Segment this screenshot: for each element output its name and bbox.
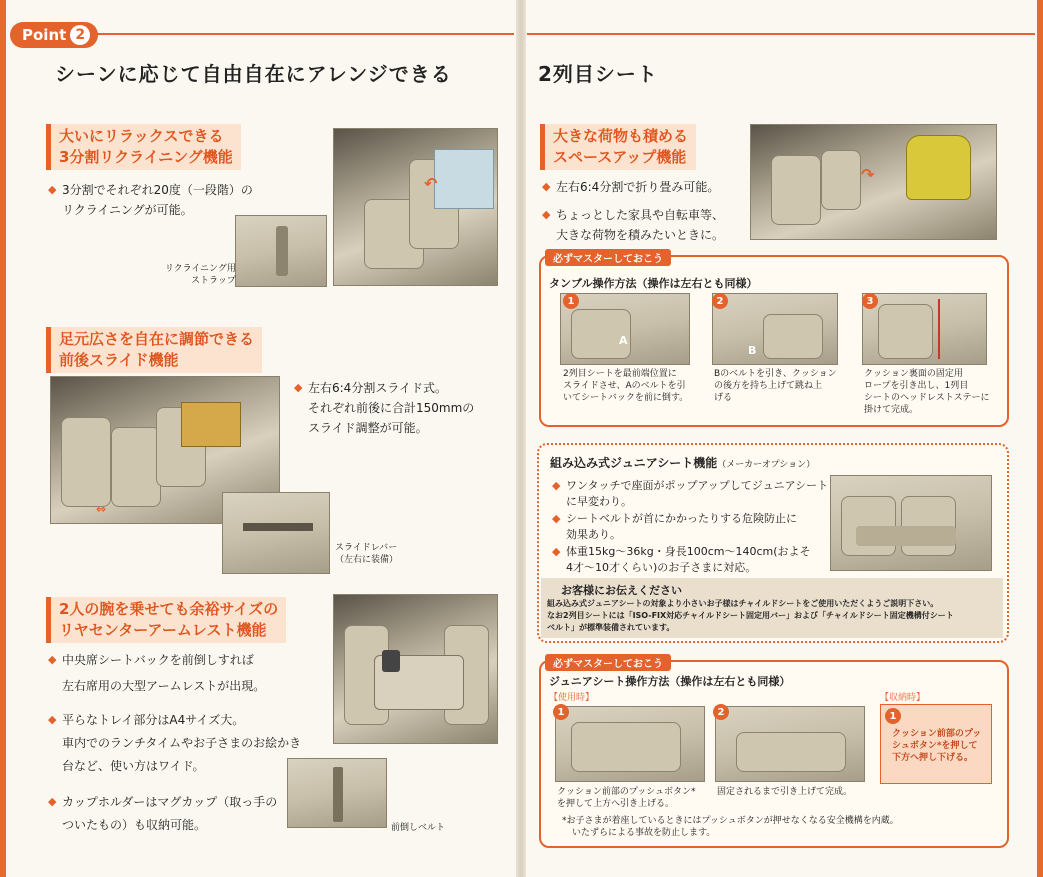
label-a: A [619,334,628,347]
bullet-cargo [556,205,724,245]
bullet-line: それぞれ前後に合計150mmの [308,401,475,415]
tumble-step1-text [563,368,688,404]
bullet-line: ◆ 左右6:4分割スライド式。 [308,381,447,395]
step-line: 下方へ押し下げる。 [892,753,974,763]
junior-step1-text [557,786,696,810]
junior-step1-photo [555,706,705,782]
step-line: いてシートバックを前に倒す。 [563,393,689,403]
bullet-line: ついたもの）も収納可能。 [62,818,207,832]
bullet-line: 車内でのランチタイムやお子さまのお絵かき [62,736,302,750]
step-number: 1 [553,704,569,720]
step-line: クッション前部のプッシュボタン* [557,787,696,797]
heading-line: 3分割リクライニング機能 [59,148,233,166]
bullet-junior-1 [566,478,828,510]
master-tag: 必ずマスターしておこう [545,654,671,671]
store-label: 【収納時】 [880,693,926,703]
bullet-line: 効果あり。 [566,528,621,541]
step-line: シュボタン*を押して [892,741,978,751]
tumble-step3-text [864,368,989,416]
bullet-line: リクライニングが可能。 [62,203,193,217]
junior-title: 組み込み式ジュニアシート機能 [550,456,718,470]
tumble-step2-photo [712,293,838,365]
step-line: クッション前部のプッ [892,729,982,739]
heading-line: 大いにリラックスできる [59,127,224,145]
section-heading-slide [46,327,262,373]
customer-notice [541,578,1003,638]
bullet-line: 左右席用の大型アームレストが出現。 [62,679,266,693]
step-line: げる [714,393,733,403]
strap-photo [235,215,327,287]
bullet-armrest-2 [62,710,301,776]
bullet-fold: ◆ 左右6:4分割で折り畳み可能。 [556,177,719,197]
step-line: の後方を持ち上げて跳ね上 [714,381,823,391]
tumble-heading: タンブル操作方法（操作は左右とも同様） [549,277,758,290]
step-line: スライドさせ、Aのベルトを引 [563,381,686,391]
label-b: B [748,344,757,357]
bullet-line: ◆ ワンタッチで座面がポップアップしてジュニアシート [566,479,829,492]
bullet-armrest-1 [62,650,265,696]
maker-option: （メーカーオプション） [717,460,816,470]
bullet-line: 台など、使い方はワイド。 [62,759,205,773]
cargo-photo [750,124,997,240]
heading-line: スペースアップ機能 [553,148,687,166]
bullet-armrest-3 [62,792,277,835]
master-tag: 必ずマスターしておこう [545,249,671,266]
junior-heading [550,454,815,471]
bullet-recline [62,180,253,220]
slide-lever-photo [222,492,330,574]
page-title: シーンに応じて自由自在にアレンジできる [55,62,452,86]
junior-step2-text: 固定されるまで引き上げて完成。 [717,787,853,797]
junior-step2-photo [715,706,865,782]
section-heading-armrest [46,597,286,643]
arrow-icon: ↶ [424,174,438,193]
step-line: シートのヘッドレストステーに [864,393,990,403]
step-number: 1 [885,708,901,724]
safety-footnote [562,815,899,839]
notice-line: 組み込み式ジュニアシートの対象より小さいお子様はチャイルドシートをご使用いただくようご説明下さい。 [547,599,939,608]
bullet-line: ◆ 中央席シートバックを前倒しすれば [62,653,254,667]
section-heading-spaceup [540,124,696,170]
step-number: 2 [712,293,728,309]
strap-caption [163,263,236,287]
footnote-line: いたずらによる事故を防止します。 [572,828,716,838]
step-number: 3 [862,293,878,309]
bullet-line: ◆ カップホルダーはマグカップ（取っ手の [62,795,278,809]
bullet-line: ◆ 平らなトレイ部分はA4サイズ大。 [62,713,245,727]
step-line: ロープを引き出し、1列目 [864,381,969,391]
tumble-step3-photo [862,293,987,365]
point-number: 2 [70,25,90,45]
bullet-line: スライド調整が可能。 [308,421,428,435]
tumble-step1-photo [560,293,690,365]
caption-line: （左右に装備） [335,555,399,565]
store-step-text [892,728,981,764]
point-label: Point [22,26,67,44]
step-line: Bのベルトを引き、クッション [714,369,837,379]
recline-seat-photo [333,128,498,286]
belt-caption: 前倒しベルト [391,823,446,833]
bullet-line: ◆ 3分割でそれぞれ20度（一段階）の [62,183,253,197]
book-gutter [516,0,526,877]
point-badge [10,22,98,48]
caption-line: スライドレバー [335,543,398,553]
step-line: 掛けて完成。 [864,405,919,415]
bullet-line: に早変わり。 [566,495,632,508]
bullet-line: ◆ シートベルトが首にかかったりする危険防止に [566,512,797,525]
bullet-junior-3 [566,544,811,576]
junior-op-heading: ジュニアシート操作方法（操作は左右とも同様） [549,675,791,688]
step-line: 2列目シートを最前端位置に [563,369,677,379]
armrest-photo [333,594,498,744]
caption-line: ストラップ [191,276,236,286]
heading-line: 前後スライド機能 [59,351,179,369]
header-rule-right [527,33,1035,35]
step-line: クッション裏面の固定用 [864,369,963,379]
belt-photo [287,758,387,828]
slide-arrow-icon: ⇔ [96,502,107,516]
step-number: 2 [713,704,729,720]
footnote-line: *お子さまが着座しているときにはプッシュボタンが押せなくなる安全機構を内蔵。 [562,816,899,826]
bullet-slide [308,378,474,438]
section-heading-recline [46,124,241,170]
caption-line: リクライニング用 [164,264,236,274]
notice-line: ベルト」が標準装備されています。 [547,623,675,632]
heading-line: 2人の腕を乗せても余裕サイズの [59,600,279,618]
notice-title: お客様にお伝えください [561,584,682,597]
heading-line: 大きな荷物も積める [553,127,689,145]
step-line: を押して上方へ引き上げる。 [557,799,675,809]
arrow-icon: ↷ [861,165,875,184]
slide-lever-caption [335,542,398,566]
heading-line: リヤセンターアームレスト機能 [59,621,267,639]
junior-seat-photo [830,475,992,571]
bullet-line: ◆ 体重15kg〜36kg・身長100cm〜140cm(およそ [566,545,811,558]
use-label: 【使用時】 [549,693,595,703]
bullet-line: 大きな荷物を積みたいときに。 [556,228,725,242]
heading-line: 足元広さを自在に調節できる [59,330,255,348]
right-page-title: 2列目シート [538,62,658,86]
tumble-step2-text [714,368,837,404]
step-number: 1 [563,293,579,309]
bullet-line: ◆ ちょっとした家具や自転車等、 [556,208,725,222]
notice-line: なお2列目シートには「ISO-FIX対応チャイルドシート固定用バー」および「チャイルドシート固定機構付シート [547,611,954,620]
bullet-line: 4才〜10才くらい)のお子さまに対応。 [566,561,757,574]
bullet-junior-2 [566,511,797,543]
